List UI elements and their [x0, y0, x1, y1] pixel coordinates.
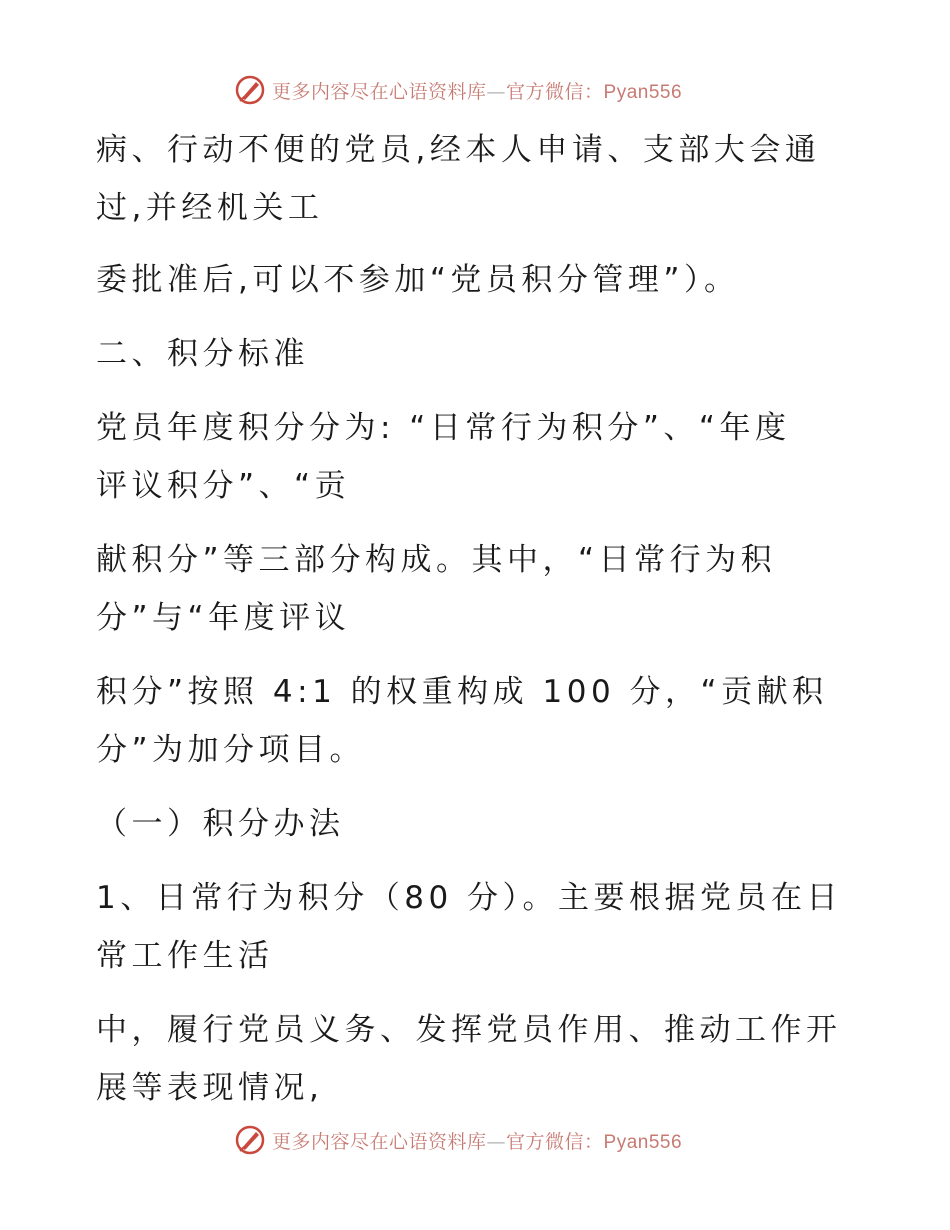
watermark-separator: —	[486, 80, 507, 103]
watermark-wechat-id: Pyan556	[603, 81, 683, 103]
text-line: 1、日常行为积分（80 分）。主要根据党员在日	[96, 880, 843, 916]
text-line: 过,并经机关工	[96, 190, 324, 226]
text-line: 积分”按照 4:1 的权重构成 100 分，“贡献积	[96, 674, 828, 710]
footer-watermark-banner	[234, 1122, 682, 1158]
watermark-official-label: 官方微信：	[506, 80, 604, 103]
text-line: 党员年度积分分为: “日常行为积分”、“年度	[96, 410, 791, 446]
text-line: 病、行动不便的党员,经本人申请、支部大会通	[96, 132, 821, 168]
text-line: 展等表现情况,	[96, 1070, 324, 1106]
header-watermark-banner	[234, 72, 682, 108]
quill-pen-icon	[234, 74, 266, 106]
text-line: 分”与“年度评议	[96, 600, 351, 636]
text-line: 评议积分”、“贡	[96, 468, 351, 504]
section-heading: 二、积分标准	[96, 336, 309, 372]
text-line: 献积分”等三部分构成。其中，“日常行为积	[96, 542, 777, 578]
text-line: 分”为加分项目。	[96, 732, 366, 768]
subsection-heading: （一）积分办法	[96, 806, 345, 842]
quill-pen-icon	[234, 1124, 266, 1156]
watermark-site-text: 更多内容尽在心语资料库	[272, 1130, 487, 1153]
watermark-official-label: 官方微信：	[506, 1130, 604, 1153]
text-line: 常工作生活	[96, 938, 274, 974]
watermark-site-text: 更多内容尽在心语资料库	[272, 80, 487, 103]
text-line: 中，履行党员义务、发挥党员作用、推动工作开	[96, 1012, 842, 1048]
watermark-wechat-id: Pyan556	[603, 1131, 683, 1153]
text-line: 委批准后,可以不参加“党员积分管理”）。	[96, 262, 740, 298]
watermark-separator: —	[486, 1130, 507, 1153]
